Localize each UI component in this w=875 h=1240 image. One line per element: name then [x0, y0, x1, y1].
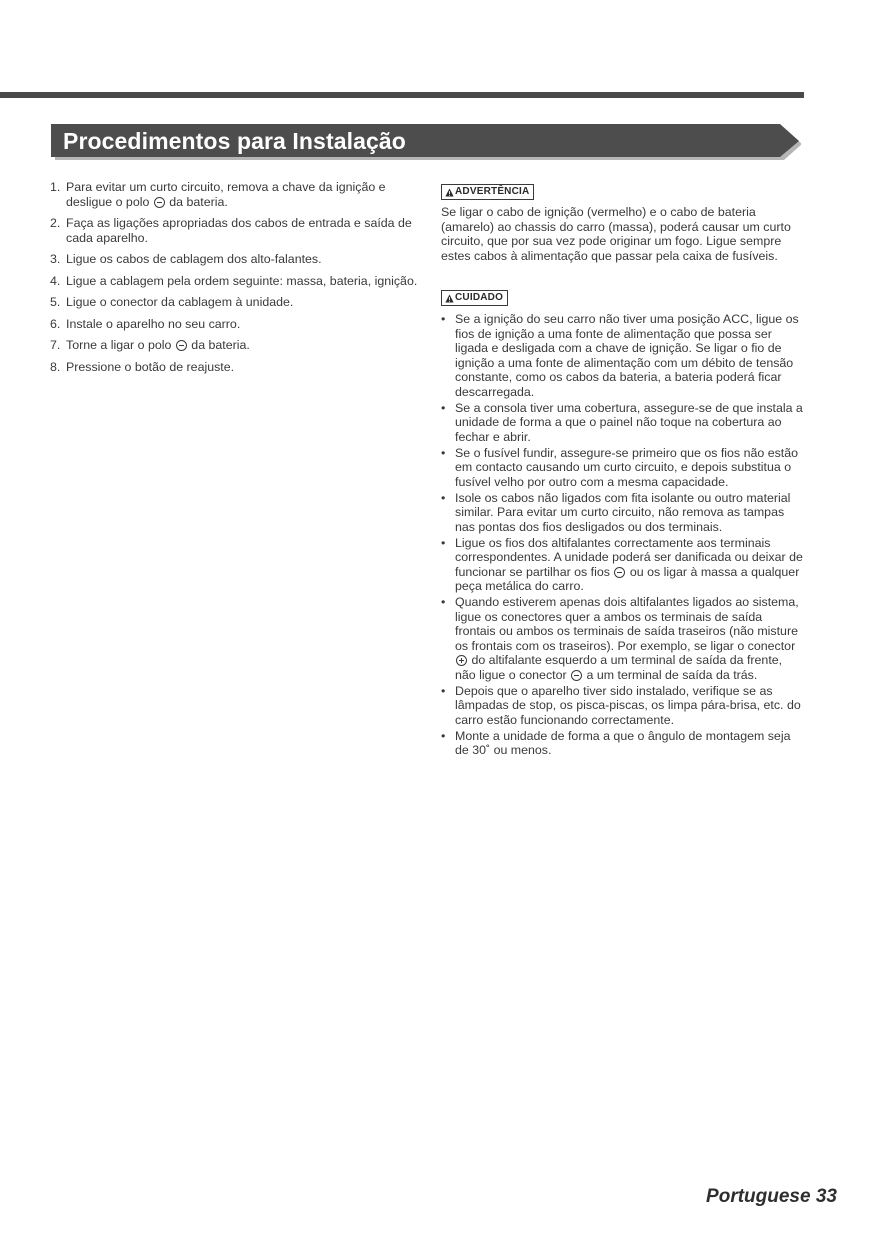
step-number: 4. — [50, 273, 61, 288]
warning-label: ADVERTÊNCIA — [455, 186, 530, 197]
warning-block — [441, 184, 803, 263]
caution-item — [441, 595, 803, 682]
step-text: Faça as ligações apropriadas dos cabos de entrada e saída de cada aparelho. — [66, 216, 412, 245]
step-number: 2. — [50, 216, 61, 230]
step-number: 6. — [50, 316, 61, 331]
footer-language: Portuguese — [706, 1186, 811, 1207]
caution-label: CUIDADO — [455, 292, 504, 303]
caution-item — [441, 446, 803, 490]
caution-item — [441, 401, 803, 445]
warning-text: Se ligar o cabo de ignição (vermelho) e o cabo de bateria (amarelo) ao chassis do carro (massa), poderá causar um curto circuito, que por sua vez pode originar um fogo. Ligue sempre estes cabos à alimentação que passar pela caixa de fusíveis. — [441, 205, 791, 263]
step-text: Instale o aparelho no seu carro. — [66, 316, 241, 331]
footer-page-number: 33 — [815, 1186, 837, 1207]
caution-text-part: do altifalante esquerdo a um terminal de saída da frente, não ligue o conector — [455, 653, 783, 682]
minus-terminal-icon — [176, 340, 187, 351]
step-item — [50, 295, 420, 310]
caution-item-text: Monte a unidade de forma a que o ângulo de montagem seja de 30˚ ou menos. — [455, 728, 791, 757]
installation-steps-column — [50, 180, 420, 381]
step-item — [50, 338, 420, 353]
caution-item-text: Se o fusível fundir, assegure-se primeiro que os fios não estão em contacto causando um curto circuito, e depois substitua o fusível velho por outro com a mesma capacidade. — [455, 445, 798, 489]
caution-text-part: a um terminal de saída da trás. — [586, 667, 758, 682]
caution-label-box — [441, 290, 508, 306]
minus-terminal-icon — [614, 567, 625, 578]
plus-terminal-icon — [456, 655, 467, 666]
step-text-part: Torne a ligar o polo — [66, 338, 172, 352]
bullet-icon: • — [441, 445, 446, 460]
bullet-icon: • — [441, 490, 446, 505]
top-rule — [0, 92, 804, 98]
caution-block — [441, 290, 803, 758]
caution-text-part: Ligue os fios dos altifalantes correctamente aos terminais correspondentes. A unidade poderá ser danificada ou deixar de funcionar se partilhar os fios — [455, 535, 803, 579]
page-title: Procedimentos para Instalação — [63, 128, 406, 154]
caution-item — [441, 491, 803, 535]
caution-text-part: ou os ligar à massa a qualquer peça metálica do carro. — [455, 564, 800, 593]
caution-item-text — [455, 595, 803, 682]
bullet-icon: • — [441, 595, 446, 609]
step-text-part: da bateria. — [169, 194, 228, 209]
minus-terminal-icon — [154, 197, 165, 208]
caution-item — [441, 684, 803, 728]
caution-item-text — [455, 536, 803, 594]
bullet-icon: • — [441, 312, 446, 326]
step-number: 8. — [50, 359, 61, 374]
caution-text-part: Quando estiverem apenas dois altifalantes ligados ao sistema, ligue os conectores quer a ambos os terminais de saída frontais ou ambos os terminais de saída traseiros (não misture os frontais com os traseiros). Por exemplo, se ligar o conector — [455, 595, 799, 653]
step-item — [50, 252, 420, 267]
section-title-banner — [51, 124, 801, 160]
warning-label-box — [441, 184, 534, 200]
bullet-icon: • — [441, 535, 446, 550]
installation-steps-list — [50, 180, 420, 374]
step-text — [66, 180, 420, 209]
warning-triangle-icon — [445, 188, 454, 197]
bullet-icon: • — [441, 683, 446, 698]
step-number: 1. — [50, 180, 61, 194]
caution-item-text: Isole os cabos não ligados com fita isolante ou outro material similar. Para evitar um curto circuito, não remova as tampas nas pontas dos fios desligados ou dos terminais. — [455, 490, 791, 534]
bullet-icon: • — [441, 728, 446, 743]
step-item — [50, 317, 420, 332]
warnings-column — [441, 184, 803, 759]
step-item — [50, 360, 420, 375]
step-text-part: da bateria. — [191, 338, 250, 352]
step-text: Ligue o conector da cablagem à unidade. — [66, 295, 294, 309]
caution-item-text: Se a ignição do seu carro não tiver uma posição ACC, ligue os fios de ignição a uma fonte de alimentação que possa ser ligada e desligada com a chave de ignição. Se ligar o fio de ignição a uma fonte de alimentação com um débito de tensão constante, como os cabos da bateria, a bateria poderá ficar descarregada. — [455, 312, 799, 399]
caution-list — [441, 312, 803, 758]
step-text: Pressione o botão de reajuste. — [66, 359, 235, 374]
step-item — [50, 180, 420, 209]
step-number: 3. — [50, 252, 61, 266]
page-footer — [706, 1186, 837, 1208]
step-text: Ligue a cablagem pela ordem seguinte: massa, bateria, ignição. — [66, 273, 418, 288]
step-number: 5. — [50, 295, 61, 309]
bullet-icon: • — [441, 400, 446, 415]
minus-terminal-icon — [571, 670, 582, 681]
step-text — [66, 338, 420, 353]
step-item — [50, 274, 420, 289]
caution-item — [441, 312, 803, 399]
caution-item — [441, 729, 803, 758]
step-item — [50, 216, 420, 245]
caution-item — [441, 536, 803, 594]
caution-item-text: Depois que o aparelho tiver sido instalado, verifique se as lâmpadas de stop, os pisca-piscas, os limpa pára-brisa, etc. do carro estão funcionando correctamente. — [455, 683, 801, 727]
step-number: 7. — [50, 338, 61, 352]
step-text: Ligue os cabos de cablagem dos alto-falantes. — [66, 252, 322, 266]
caution-item-text: Se a consola tiver uma cobertura, assegure-se de que instala a unidade de forma a que o painel não toque na cobertura ao fechar e abrir. — [455, 400, 803, 444]
caution-triangle-icon — [445, 294, 454, 303]
step-text-part: Para evitar um curto circuito, remova a chave da ignição e desligue o polo — [66, 180, 386, 209]
